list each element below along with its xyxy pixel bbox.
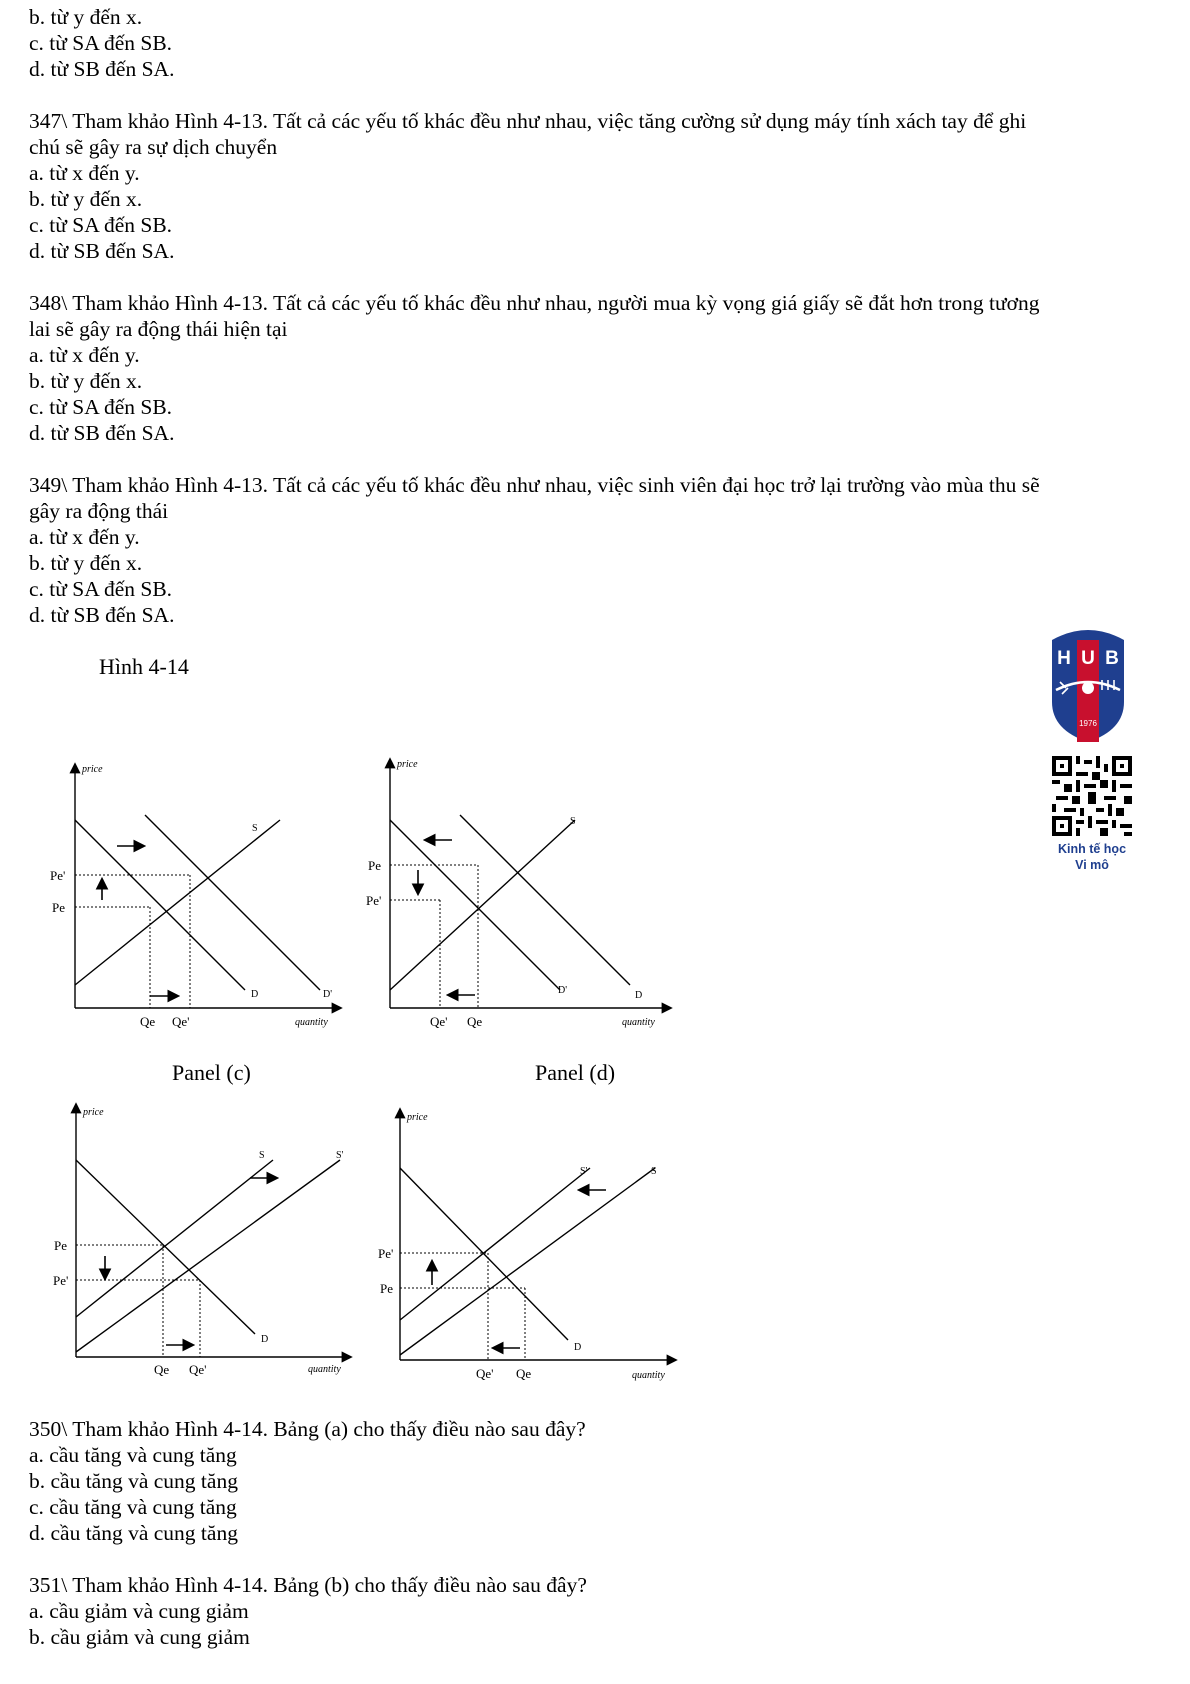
demand-label: D: [635, 990, 643, 1001]
option-b: b. cầu giảm và cung giảm: [29, 1625, 250, 1649]
brand-caption-line1: Kinh tế học: [1057, 842, 1127, 856]
quantity-label-high: Qe': [189, 1362, 207, 1377]
supply-label: S: [651, 1166, 657, 1177]
question-349: 349\ Tham khảo Hình 4-13. Tất cả các yếu tố khác đều như nhau, việc sinh viên đại học trở lại trường vào mùa thu sẽ: [29, 473, 1040, 497]
option-b: b. từ y đến x.: [29, 369, 143, 393]
option-a: a. từ x đến y.: [29, 343, 140, 367]
question-350: 350\ Tham khảo Hình 4-14. Bảng (a) cho thấy điều nào sau đây?: [29, 1417, 586, 1441]
option-c: c. từ SA đến SB.: [29, 577, 173, 601]
price-label-high: Pe: [368, 858, 381, 873]
quantity-label-low: Qe': [476, 1366, 494, 1381]
demand-curve-shifted: [145, 815, 320, 990]
svg-text:1976: 1976: [1079, 719, 1097, 728]
svg-text:B: B: [1105, 648, 1119, 669]
option-d: d. cầu tăng và cung tăng: [29, 1521, 238, 1545]
text-line: lai sẽ gây ra động thái hiện tại: [29, 317, 288, 341]
demand-curve: [76, 1160, 255, 1334]
price-label-low: Pe': [366, 893, 382, 908]
x-axis-label: quantity: [295, 1017, 328, 1028]
y-axis-label: price: [397, 759, 418, 770]
text-line: gây ra động thái: [29, 499, 169, 523]
price-label-low: Pe: [380, 1281, 393, 1296]
demand-label: D: [261, 1334, 269, 1345]
quantity-label-low: Qe: [140, 1014, 156, 1029]
option-c: c. cầu tăng và cung tăng: [29, 1495, 237, 1519]
supply-curve-shifted: [400, 1168, 590, 1320]
panel-d-label: Panel (d): [535, 1060, 616, 1085]
quantity-label-high: Qe: [467, 1014, 483, 1029]
demand-shifted-label: D': [323, 989, 333, 1000]
price-label-high: Pe: [54, 1238, 67, 1253]
demand-label: D: [251, 989, 259, 1000]
option-c: c. từ SA đến SB.: [29, 213, 173, 237]
demand-label: D: [574, 1342, 582, 1353]
option-b: b. cầu tăng và cung tăng: [29, 1469, 238, 1493]
supply-label: S: [252, 823, 258, 834]
option-d: d. từ SB đến SA.: [29, 239, 175, 263]
option-a: a. từ x đến y.: [29, 525, 140, 549]
supply-label: S: [570, 816, 576, 827]
question-347: 347\ Tham khảo Hình 4-13. Tất cả các yếu tố khác đều như nhau, việc tăng cường sử dụng máy tính xách tay để ghi: [29, 109, 1027, 133]
supply-shifted-label: S': [580, 1166, 588, 1177]
text-line: b. từ y đến x.: [29, 5, 143, 29]
x-axis-label: quantity: [632, 1370, 665, 1381]
demand-curve-shifted: [390, 820, 560, 990]
option-a: a. từ x đến y.: [29, 161, 140, 185]
text-line: c. từ SA đến SB.: [29, 31, 173, 55]
text-line: chú sẽ gây ra sự dịch chuyển: [29, 135, 278, 159]
quantity-label-low: Qe: [154, 1362, 170, 1377]
x-axis-label: quantity: [622, 1017, 655, 1028]
quantity-label-low: Qe': [430, 1014, 448, 1029]
panel-a-graph: [40, 750, 360, 1050]
price-label-high: Pe': [50, 868, 66, 883]
option-b: b. từ y đến x.: [29, 187, 143, 211]
option-d: d. từ SB đến SA.: [29, 603, 175, 627]
supply-curve-shifted: [76, 1160, 340, 1352]
y-axis-label: price: [83, 1107, 104, 1118]
panel-d-graph: [370, 1090, 690, 1390]
quantity-label-high: Qe': [172, 1014, 190, 1029]
option-b: b. từ y đến x.: [29, 551, 143, 575]
y-axis-label: price: [82, 764, 103, 775]
panel-b-graph: [360, 750, 680, 1050]
option-a: a. cầu giảm và cung giảm: [29, 1599, 249, 1623]
figure-title: Hình 4-14: [99, 654, 189, 679]
supply-shifted-label: S': [336, 1150, 344, 1161]
svg-text:U: U: [1081, 648, 1095, 669]
price-label-high: Pe': [378, 1246, 394, 1261]
brand-caption-line2: Vi mô: [1075, 858, 1109, 872]
option-c: c. từ SA đến SB.: [29, 395, 173, 419]
panel-c-label: Panel (c): [172, 1060, 251, 1085]
panel-c-graph: [40, 1090, 370, 1390]
supply-curve: [75, 820, 280, 985]
supply-label: S: [259, 1150, 265, 1161]
supply-curve: [390, 820, 575, 990]
price-label-low: Pe: [52, 900, 65, 915]
option-a: a. cầu tăng và cung tăng: [29, 1443, 237, 1467]
y-axis-label: price: [407, 1112, 428, 1123]
question-348: 348\ Tham khảo Hình 4-13. Tất cả các yếu tố khác đều như nhau, người mua kỳ vọng giá giấy sẽ đắt hơn trong tương: [29, 291, 1040, 315]
price-label-low: Pe': [53, 1273, 69, 1288]
demand-shifted-label: D': [558, 985, 568, 996]
question-351: 351\ Tham khảo Hình 4-14. Bảng (b) cho thấy điều nào sau đây?: [29, 1573, 587, 1597]
supply-curve: [76, 1160, 273, 1317]
qr-code-icon: [1052, 756, 1132, 836]
option-d: d. từ SB đến SA.: [29, 421, 175, 445]
quantity-label-high: Qe: [516, 1366, 532, 1381]
demand-curve: [460, 815, 630, 985]
x-axis-label: quantity: [308, 1364, 341, 1375]
hub-logo-icon: [1048, 622, 1128, 744]
svg-text:H: H: [1057, 648, 1071, 669]
demand-curve: [400, 1168, 568, 1340]
supply-curve: [400, 1168, 655, 1355]
text-line: d. từ SB đến SA.: [29, 57, 175, 81]
